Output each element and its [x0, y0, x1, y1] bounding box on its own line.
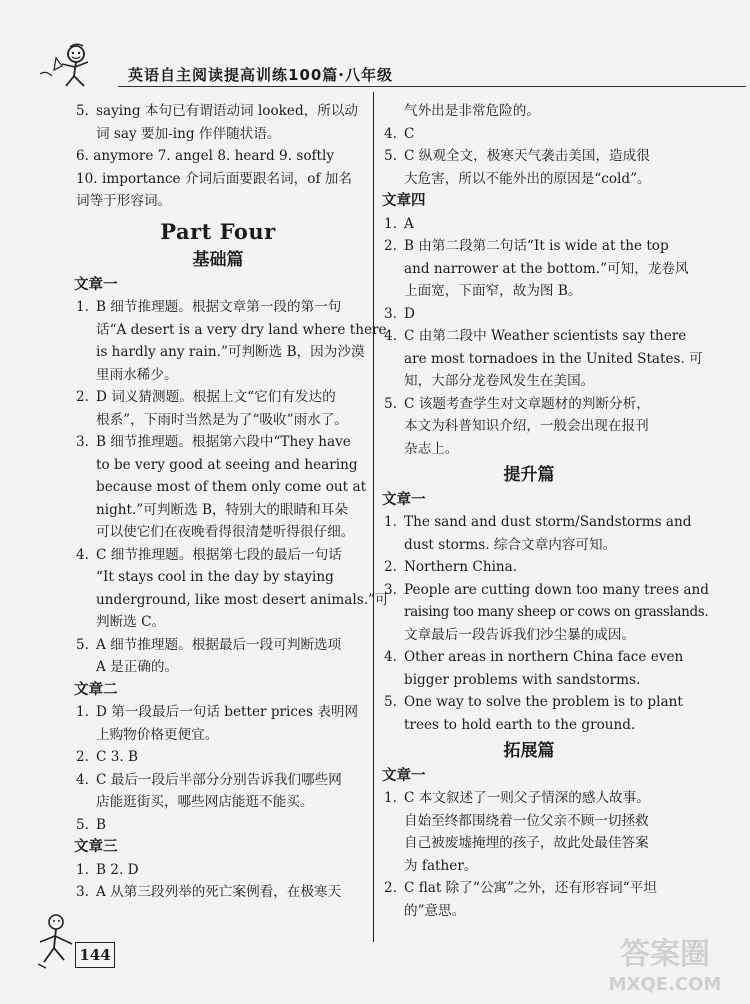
list-item: 5. C 该题考查学生对文章题材的判断分析， 本文为科普知识介绍，一般会出现在报刊 杂志上。	[384, 395, 650, 457]
level-title: 基础篇	[192, 250, 244, 270]
list-item: 5. B	[76, 816, 106, 833]
list-item: 3. B 细节推理题。根据第六段中“They have to be very good at seeing and hearing because most of them only come out at night.”可判断选 B，特别大的眼睛和耳朵 可以使它们在夜晚看得很清楚听得很仔细。	[76, 434, 367, 540]
watermark-text-main: 答案圈	[620, 937, 710, 972]
list-item: 3. D	[384, 305, 415, 322]
list-item: 3. A 从第三段列举的死亡案例看，在极寒天	[76, 884, 342, 900]
list-item: 气外出是非常危险的。	[404, 103, 540, 119]
article-label: 文章一	[382, 491, 426, 508]
watermark-text-url: MXQE.COM	[608, 974, 722, 995]
article-label: 文章一	[382, 767, 426, 784]
article-label: 文章二	[74, 681, 118, 698]
list-item: 4. C	[384, 125, 415, 142]
page-number: 144	[75, 942, 115, 968]
list-item: 2. D 词义猜测题。根据上文“它们有发达的 根系”，下雨时当然是为了“吸收”雨水了。	[76, 389, 348, 428]
list-item: 2. C flat 除了“公寓”之外，还有形容词“平坦 的”意思。	[384, 880, 657, 919]
list-item: 4. C 最后一段后半部分分别告诉我们哪些网 店能逛街买，哪些网店能逛不能买。	[76, 771, 342, 810]
level-title: 拓展篇	[503, 741, 555, 761]
list-item: 1. The sand and dust storm/Sandstorms and dust storms. 综合文章内容可知。	[384, 514, 692, 553]
mascot-footer-icon	[34, 912, 74, 972]
mascot-reading-icon	[28, 40, 108, 90]
list-item: 5. saying 本句已有谓语动词 looked，所以动 词 say 要加-ing 作伴随状语。	[76, 103, 359, 142]
level-title: 提升篇	[503, 465, 555, 485]
list-item: 5. One way to solve the problem is to plant trees to hold earth to the ground.	[384, 694, 683, 733]
part-title: Part Four	[160, 218, 276, 244]
right-column	[382, 100, 709, 922]
list-item: 5. A 细节推理题。根据最后一段可判断选项 A 是正确的。	[76, 636, 342, 675]
list-item: 1. C 本文叙述了一则父子情深的感人故事。 自始至终都围绕着一位父亲不顾一切拯救 自己被废墟掩埋的孩子，故此处最佳答案 为 father。	[384, 790, 650, 874]
list-item: 1. B 2. D	[76, 861, 139, 878]
header-rule	[118, 86, 746, 87]
article-label: 文章三	[74, 839, 118, 855]
watermark-logo	[590, 928, 740, 998]
list-item: 6. anymore 7. angel 8. heard 9. softly	[76, 148, 335, 164]
list-item: 2. C 3. B	[76, 749, 139, 765]
list-item: 10. importance 介词后面要跟名词，of 加名 词等于形容词。	[76, 170, 352, 209]
list-item: 1. B 细节推理题。根据文章第一段的第一句 话“A desert is a very dry land where there is hardly any rain.”可判断选 B，因为沙漠 里雨水稀少。	[76, 299, 387, 383]
list-item: 2. Northern China.	[384, 559, 518, 575]
article-label: 文章四	[382, 193, 426, 209]
list-item: 1. D 第一段最后一句话 better prices 表明网 上购物价格更便宜。	[76, 704, 359, 743]
list-item: 3. People are cutting down too many trees and raising too many sheep or cows on grasslands. 文章最后一段告诉我们沙尘暴的成因。	[384, 581, 709, 643]
page-header	[28, 40, 718, 90]
column-divider	[373, 92, 374, 942]
list-item: 1. A	[384, 215, 414, 232]
list-item: 4. C 细节推理题。根据第七段的最后一句话 “It stays cool in the day by staying underground, like most desert animals.”可 判断选 C。	[76, 546, 389, 630]
list-item: 4. C 由第二段中 Weather scientists say there are most tornadoes in the United States. 可 知，大部分龙卷风发生在美国。	[384, 328, 703, 389]
list-item: 4. Other areas in northern China face even bigger problems with sandstorms.	[384, 649, 684, 688]
list-item: 2. B 由第二段第二句话“It is wide at the top and narrower at the bottom.”可知，龙卷风 上面宽，下面窄，故为图 B。	[384, 238, 689, 299]
header-title: 英语自主阅读提高训练100篇·八年级	[128, 66, 394, 84]
article-label: 文章一	[74, 276, 118, 293]
list-item: 5. C 纵观全文，极寒天气袭击美国，造成很 大危害，所以不能外出的原因是“cold”。	[384, 148, 651, 187]
left-column	[74, 100, 389, 904]
